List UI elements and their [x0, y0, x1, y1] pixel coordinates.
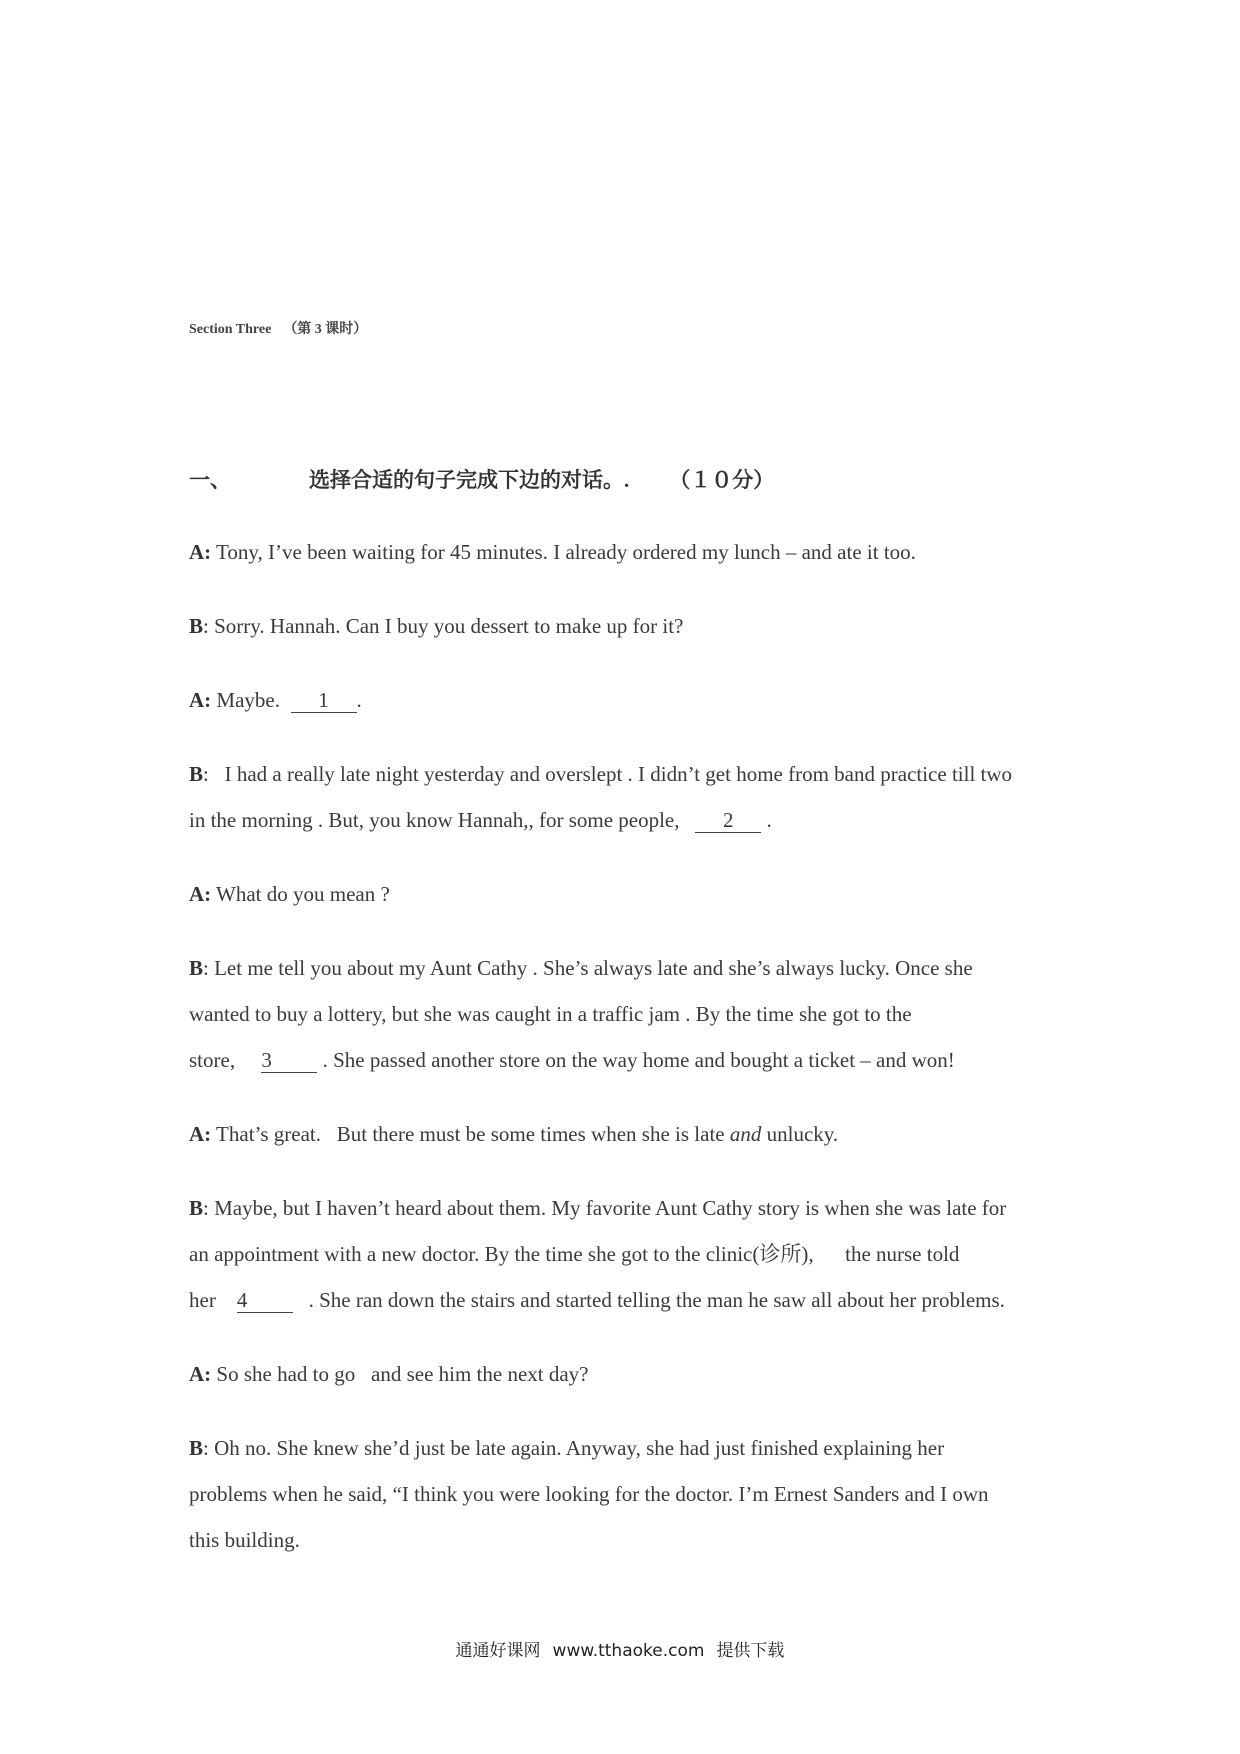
line-text: this building.	[189, 1528, 300, 1552]
dialogue-line-8	[189, 1000, 912, 1028]
part-number: 一、	[189, 468, 231, 492]
dialogue-line-7	[189, 954, 973, 982]
dialogue-line-9	[189, 1046, 955, 1074]
dialogue-line-12	[189, 1240, 959, 1268]
line-text: So she had to go and see him the next day?	[211, 1362, 589, 1386]
blank-3[interactable]: 3	[261, 1049, 317, 1073]
line-text: That’s great. But there must be some times when she is late	[211, 1122, 730, 1146]
dialogue-line-15	[189, 1434, 944, 1462]
page-footer	[0, 1636, 1240, 1661]
dialogue-line-1	[189, 538, 916, 566]
blank-2[interactable]: 2	[695, 809, 761, 833]
speaker-label: A:	[189, 1122, 212, 1146]
line-text: problems when he said, “I think you were looking for the doctor. I’m Ernest Sanders and I own	[189, 1482, 989, 1506]
line-text: her	[189, 1288, 237, 1312]
dialogue-line-6	[189, 880, 390, 908]
section-label-cn: （第 3 课时）	[283, 322, 368, 337]
line-text: .	[761, 808, 772, 832]
dialogue-line-2	[189, 612, 683, 640]
line-text: What do you mean ?	[211, 882, 390, 906]
part-score: （１０分）	[669, 468, 775, 492]
line-text: in the morning . But, you know Hannah,, for some people,	[189, 808, 696, 832]
part-heading	[189, 464, 774, 494]
speaker-label: B	[189, 1196, 204, 1220]
line-text: : I had a really late night yesterday and overslept . I didn’t get home from band practice till two	[203, 762, 1013, 786]
section-label	[189, 318, 367, 338]
dialogue-line-16	[189, 1480, 989, 1508]
speaker-label: A:	[189, 1362, 212, 1386]
line-text: store,	[189, 1048, 262, 1072]
footer-note: 提供下载	[716, 1641, 785, 1661]
line-text: : Maybe, but I haven’t heard about them. My favorite Aunt Cathy story is when she was late for	[203, 1196, 1007, 1220]
part-instruction: 选择合适的句子完成下边的对话。.	[309, 468, 630, 492]
line-text: : Oh no. She knew she’d just be late again. Anyway, she had just finished explaining her	[203, 1436, 945, 1460]
line-text: Tony, I’ve been waiting for 45 minutes. I already ordered my lunch – and ate it too.	[211, 540, 916, 564]
dialogue-line-3	[189, 686, 362, 714]
footer-url[interactable]: www.tthaoke.com	[552, 1641, 705, 1661]
speaker-label: A:	[189, 540, 212, 564]
line-text: : Let me tell you about my Aunt Cathy . She’s always late and she’s always lucky. Once she	[203, 956, 973, 980]
dialogue-line-13	[189, 1286, 1005, 1314]
speaker-label: B	[189, 956, 204, 980]
line-text: an appointment with a new doctor. By the time she got to the clinic(诊所), the nurse told	[189, 1242, 960, 1266]
dialogue-line-17	[189, 1526, 300, 1554]
line-text: wanted to buy a lottery, but she was caught in a traffic jam . By the time she got to the	[189, 1002, 912, 1026]
speaker-label: A:	[189, 688, 212, 712]
line-text: . She ran down the stairs and started telling the man he saw all about her problems.	[292, 1288, 1005, 1312]
dialogue-line-11	[189, 1194, 1006, 1222]
dialogue-line-5	[189, 806, 772, 834]
line-text: .	[356, 688, 362, 712]
dialogue-line-14	[189, 1360, 589, 1388]
line-text: . She passed another store on the way home and bought a ticket – and won!	[317, 1048, 955, 1072]
speaker-label: B	[189, 762, 204, 786]
speaker-label: B	[189, 614, 204, 638]
footer-site-name: 通通好课网	[455, 1641, 541, 1661]
line-text: unlucky.	[761, 1122, 839, 1146]
speaker-label: A:	[189, 882, 212, 906]
dialogue-line-4	[189, 760, 1012, 788]
line-text: : Sorry. Hannah. Can I buy you dessert to make up for it?	[203, 614, 684, 638]
section-label-en: Section Three	[189, 322, 272, 337]
line-text: Maybe.	[211, 688, 291, 712]
speaker-label: B	[189, 1436, 204, 1460]
blank-4[interactable]: 4	[237, 1289, 293, 1313]
emphasis-text: and	[729, 1122, 762, 1146]
dialogue-line-10	[189, 1120, 838, 1148]
blank-1[interactable]: 1	[291, 689, 357, 713]
